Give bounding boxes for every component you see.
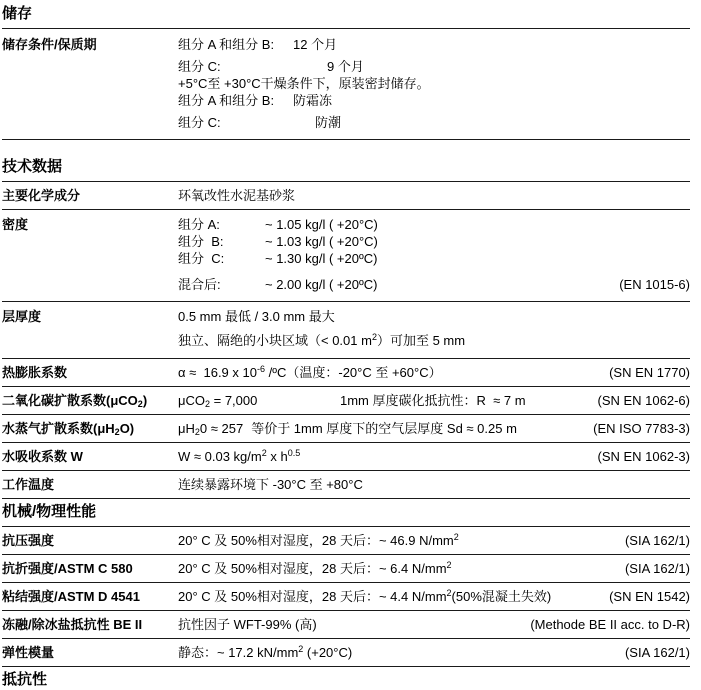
- co2-carbonation-value: 1mm 厚度碳化抵抗性：R ≈ 7 m: [340, 393, 526, 408]
- row-label-elastic-modulus: 弹性模量: [2, 645, 55, 660]
- storage-line-3: +5°C至 +30°C干燥条件下，原装密封储存。: [178, 76, 430, 91]
- row-adhesion-strength: [2, 583, 690, 611]
- row-label-service-temperature: 工作温度: [2, 477, 55, 492]
- storage-line-5-key: 组分 C:: [178, 115, 221, 130]
- section-storage: [2, 5, 690, 140]
- row-label-flexural-strength: 抗折强度/ASTM C 580: [2, 561, 133, 576]
- h2o-value: $\mu H_20 \approx 257$: [178, 421, 244, 437]
- standard-ref-water-absorption: (SN EN 1062-3): [597, 449, 690, 464]
- section-resistance: [2, 671, 690, 690]
- storage-line-2-key: 组分 C:: [178, 59, 221, 74]
- row-label-density: 密度: [2, 217, 29, 232]
- row-elastic-modulus: [2, 639, 690, 667]
- storage-line-4-key: 组分 A 和组分 B:: [178, 93, 275, 108]
- row-compressive-strength: [2, 527, 690, 555]
- flexural-strength-value: 20° C 及 50%相对湿度，28 天后：~ 6.4 $N/mm^2$: [178, 560, 452, 576]
- service-temperature-value: 连续暴露环境下 -30°C 至 +80°C: [178, 477, 363, 492]
- standard-ref-thermal: (SN EN 1770): [609, 365, 690, 380]
- row-water-absorption: [2, 443, 690, 471]
- density-line-c-key: 组分 C:: [178, 251, 225, 266]
- storage-line-5-value: 防潮: [315, 115, 342, 130]
- density-line-mixed-value: ~ 2.00 kg/l ( +20ºC): [265, 277, 378, 292]
- density-line-mixed-key: 混合后:: [178, 277, 221, 292]
- standard-ref-compressive: (SIA 162/1): [624, 533, 690, 548]
- standard-ref-flexural: (SIA 162/1): [624, 561, 690, 576]
- row-co2-diffusion: [2, 387, 690, 415]
- storage-line-1-key: 组分 A 和组分 B:: [178, 37, 275, 52]
- composition-value: 环氧改性水泥基砂浆: [178, 188, 296, 203]
- standard-ref-density: (EN 1015-6): [619, 277, 690, 292]
- standard-ref-elastic-modulus: (SIA 162/1): [624, 645, 690, 660]
- row-label-water-absorption: 水吸收系数 W: [2, 449, 83, 464]
- storage-line-4: [178, 92, 690, 109]
- section-mechanical: [2, 503, 690, 667]
- row-storage-conditions: [2, 29, 690, 140]
- storage-line-2: [178, 58, 690, 75]
- density-line-b: [178, 233, 690, 250]
- water-absorption-value: W ≈ 0.03 $kg/m^2$ x $h^{0.5}$: [178, 448, 301, 464]
- storage-line-1-value: 12 个月: [293, 37, 338, 52]
- row-layer-thickness: [2, 302, 690, 359]
- section-title-resistance: 抵抗性: [2, 671, 690, 690]
- section-title-technical-data: 技术数据: [2, 158, 690, 182]
- row-label-h2o-diffusion: 水蒸气扩散系数$(\mu H_2O)$: [2, 421, 135, 437]
- adhesion-strength-value: 20° C 及 50%相对湿度，28 天后：~ 4.4 $N/mm^2(50\%$混凝土失效): [178, 588, 552, 604]
- row-label-compressive-strength: 抗压强度: [2, 533, 55, 548]
- row-label-adhesion-strength: 粘结强度/ASTM D 4541: [2, 589, 140, 604]
- standard-ref-adhesion: (SN EN 1542): [609, 589, 690, 604]
- section-technical-data: [2, 158, 690, 499]
- storage-line-2-value: 9 个月: [327, 59, 364, 74]
- standard-ref-co2: (SN EN 1062-6): [597, 393, 690, 408]
- row-label-layer-thickness: 层厚度: [2, 309, 42, 324]
- row-label-freeze-thaw: 冻融/除冰盐抵抗性 BE II: [2, 617, 143, 632]
- density-line-a: [178, 216, 690, 233]
- h2o-diffusion-values: [178, 420, 517, 437]
- row-composition: [2, 182, 690, 210]
- row-label-composition: 主要化学成分: [2, 188, 81, 203]
- density-line-a-key: 组分 A:: [178, 217, 220, 232]
- section-title-storage: 储存: [2, 5, 690, 29]
- freeze-thaw-value: 抗性因子 WFT-99% (高): [178, 617, 317, 632]
- standard-ref-h2o: (EN ISO 7783-3): [593, 421, 690, 436]
- section-title-mechanical: 机械/物理性能: [2, 503, 690, 527]
- density-line-a-value: ~ 1.05 kg/l ( +20°C): [265, 217, 378, 232]
- row-service-temperature: [2, 471, 690, 499]
- storage-line-5: [178, 114, 690, 131]
- row-freeze-thaw-resistance: [2, 611, 690, 639]
- row-h2o-diffusion: [2, 415, 690, 443]
- row-label-storage-conditions: 储存条件/保质期: [2, 37, 97, 52]
- row-density: [2, 210, 690, 302]
- row-label-co2-diffusion: 二氧化碳扩散系数(μCO$_2$): [2, 393, 148, 409]
- row-value-storage-conditions: [178, 36, 690, 131]
- co2-diffusion-values: [178, 392, 526, 409]
- density-line-c: [178, 250, 690, 267]
- row-flexural-strength: [2, 555, 690, 583]
- row-thermal-expansion: [2, 359, 690, 387]
- density-line-mixed: [178, 276, 690, 293]
- storage-line-4-value: 防霜冻: [293, 93, 333, 108]
- standard-ref-freeze-thaw: (Methode BE II acc. to D-R): [530, 617, 690, 632]
- elastic-modulus-value: 静态：~ 17.2 $kN/mm^2$ (+20°C): [178, 644, 353, 660]
- density-line-c-value: ~ 1.30 kg/l ( +20ºC): [265, 251, 378, 266]
- density-line-b-value: ~ 1.03 kg/l ( +20°C): [265, 234, 378, 249]
- h2o-equivalent-value: 等价于 1mm 厚度下的空气层厚度 Sd ≈ 0.25 m: [251, 421, 517, 436]
- storage-line-1: [178, 36, 690, 53]
- layer-line-1: 0.5 mm 最低 / 3.0 mm 最大: [178, 309, 335, 324]
- compressive-strength-value: 20° C 及 50%相对湿度，28 天后：~ 46.9 $N/mm^2$: [178, 532, 459, 548]
- thermal-expansion-value: α ≈ 16.9 x $10^{-6}$ /ºC（温度：-20°C 至 +60°C）: [178, 364, 442, 380]
- co2-value: μCO$_2$ = 7,000: [178, 393, 258, 409]
- row-label-thermal-expansion: 热膨胀系数: [2, 365, 68, 380]
- density-line-b-key: 组分 B:: [178, 234, 224, 249]
- layer-line-2: 独立、隔绝的小块区域（< 0.01 $m^2$）可加至 5 mm: [178, 332, 466, 348]
